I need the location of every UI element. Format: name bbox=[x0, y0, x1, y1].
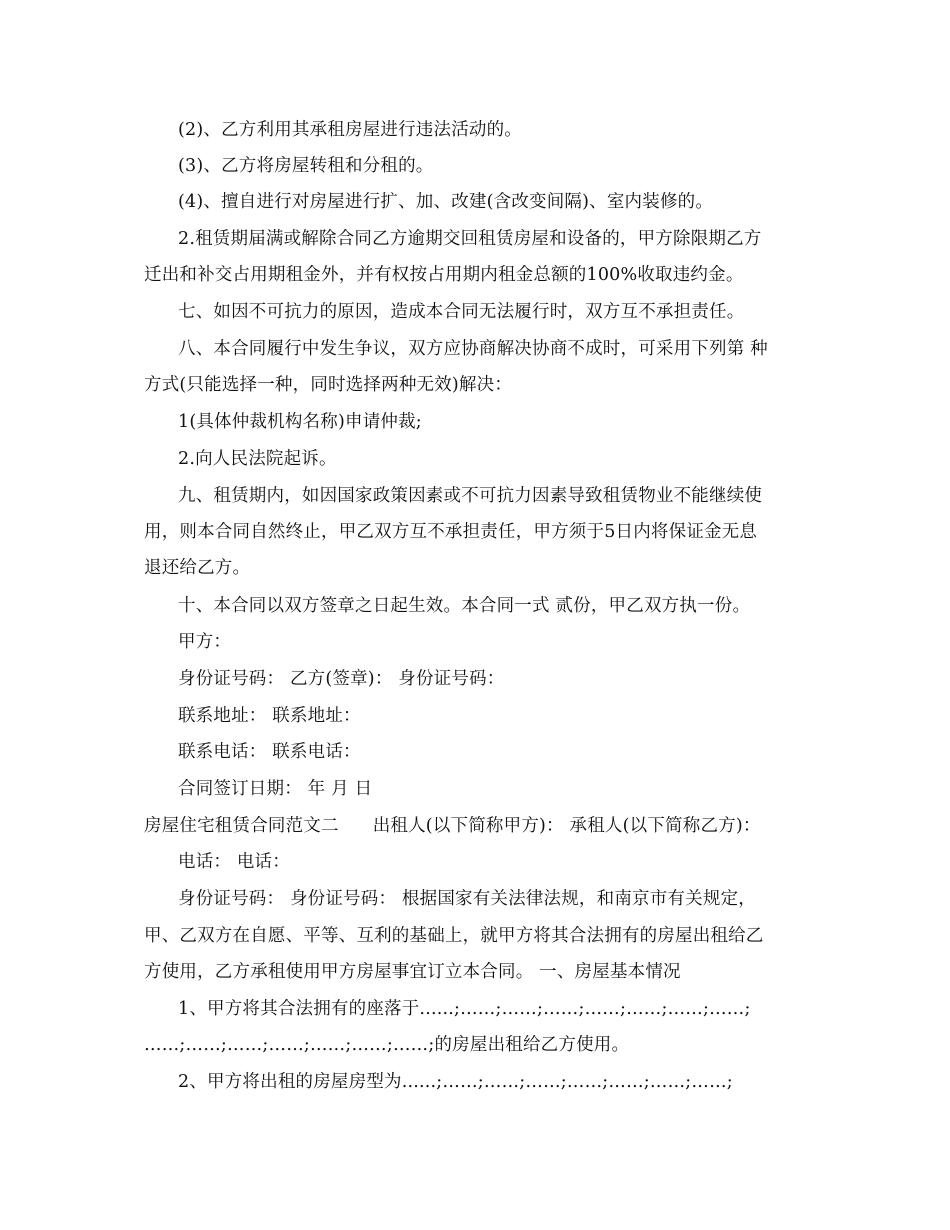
clause-text-line: 七、如因不可抗力的原因，造成本合同无法履行时，双方互不承担责任。 bbox=[178, 302, 745, 322]
clause-text-line: 甲、乙双方在自愿、平等、互利的基础上，就甲方将其合法拥有的房屋出租给乙 bbox=[144, 926, 764, 946]
section-title-line bbox=[144, 814, 761, 838]
clause-text-line: 八、本合同履行中发生争议，双方应协商解决协商不成时，可采用下列第 种 bbox=[178, 339, 768, 359]
clause-text-line: 退还给乙方。 bbox=[144, 558, 251, 578]
signature-field-line: 联系地址： 联系地址： bbox=[178, 706, 361, 726]
clause-text-line: (4)、擅自进行对房屋进行扩、加、改建(含改变间隔)、室内装修的。 bbox=[178, 192, 714, 212]
clause-text-line: 2.向人民法院起诉。 bbox=[178, 449, 337, 469]
clause-text-line: 十、本合同以双方签章之日起生效。本合同一式 贰份，甲乙双方执一份。 bbox=[178, 596, 751, 616]
clause-text-line: 九、租赁期内，如因国家政策因素或不可抗力因素导致租赁物业不能继续使 bbox=[178, 486, 763, 506]
clause-text-line: 1、甲方将其合法拥有的座落于......;……;……;……;……;……;……;……; bbox=[178, 999, 751, 1019]
clause-text-line: (2)、乙方利用其承租房屋进行违法活动的。 bbox=[178, 120, 522, 140]
clause-text-line: 方使用，乙方承租使用甲方房屋事宜订立本合同。 一、房屋基本情况 bbox=[144, 962, 681, 982]
clause-text-line: 2.租赁期届满或解除合同乙方逾期交回租赁房屋和设备的，甲方除限期乙方 bbox=[178, 229, 762, 249]
signature-field-line: 联系电话： 联系电话： bbox=[178, 742, 361, 762]
clause-text-line: (3)、乙方将房屋转租和分租的。 bbox=[178, 156, 434, 176]
clause-text-line: ……;……;……;……;……;……;……;的房屋出租给乙方使用。 bbox=[144, 1035, 630, 1055]
signature-field-line: 身份证号码： 乙方(签章)： 身份证号码： bbox=[178, 669, 505, 689]
contact-field-line: 电话： 电话： bbox=[178, 852, 290, 872]
party-header: 出租人(以下简称甲方)： 承租人(以下简称乙方)： bbox=[372, 816, 761, 836]
signature-field-line: 合同签订日期： 年 月 日 bbox=[178, 779, 373, 799]
clause-text-line: 1(具体仲裁机构名称)申请仲裁; bbox=[178, 412, 422, 432]
clause-text-line: 身份证号码： 身份证号码： 根据国家有关法律法规，和南京市有关规定， bbox=[178, 889, 756, 909]
clause-text-line: 方式(只能选择一种，同时选择两种无效)解决： bbox=[144, 375, 513, 395]
clause-text-line: 用，则本合同自然终止，甲乙双方互不承担责任，甲方须于5日内将保证金无息 bbox=[144, 522, 758, 542]
section-title: 房屋住宅租赁合同范文二 bbox=[144, 816, 339, 836]
signature-field-line: 甲方： bbox=[178, 632, 232, 652]
clause-text-line: 迁出和补交占用期租金外，并有权按占用期内租金总额的100%收取违约金。 bbox=[144, 265, 744, 285]
clause-text-line: 2、甲方将出租的房屋房型为......;……;……;……;……;……;……;……; bbox=[178, 1072, 733, 1092]
